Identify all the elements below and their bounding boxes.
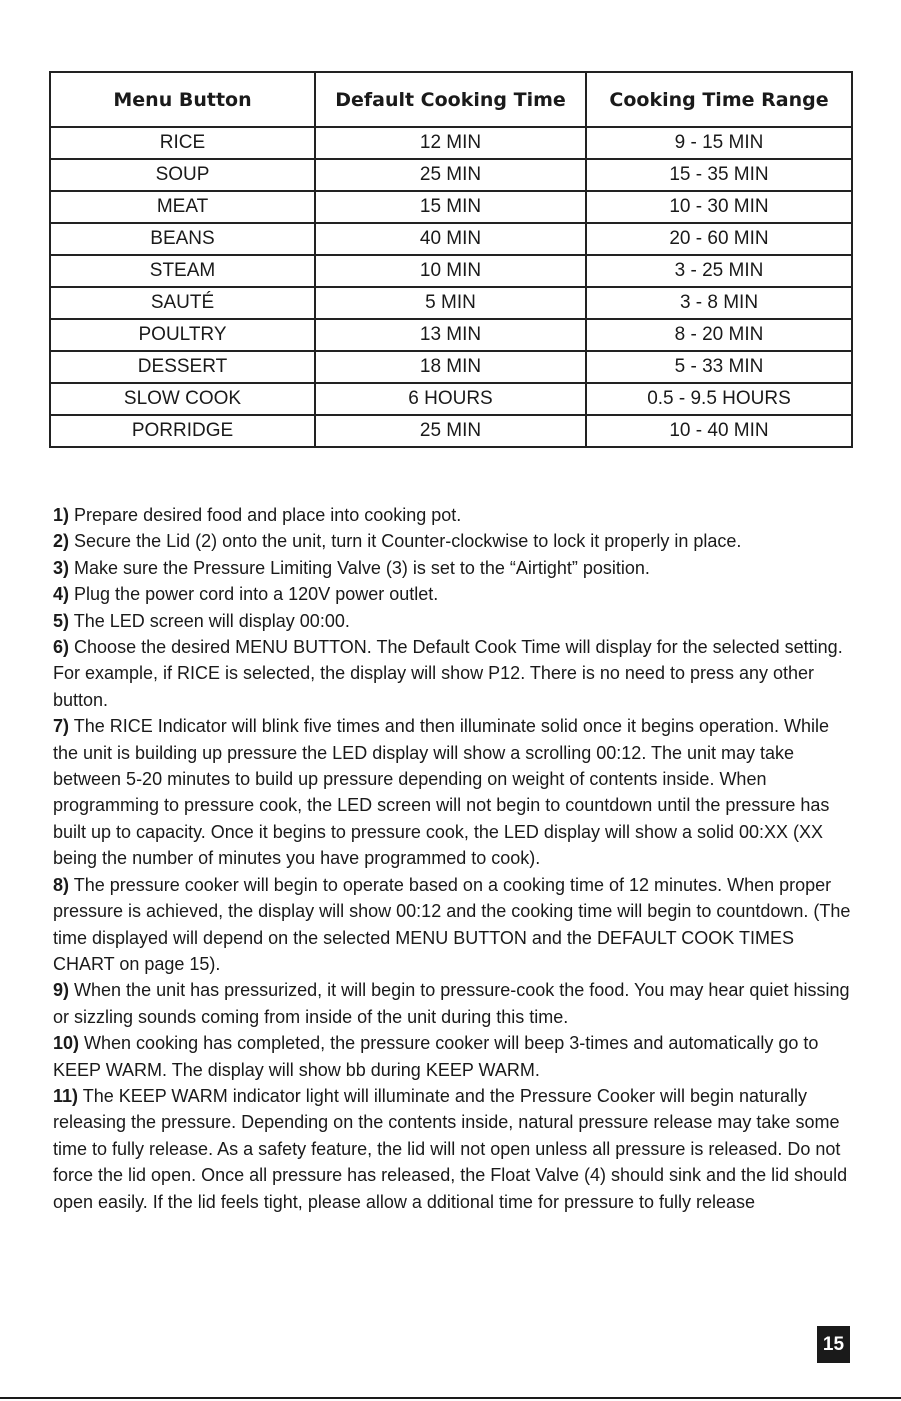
- step-text: The pressure cooker will begin to operate based on a cooking time of 12 minutes. When proper pressure is achieved, the display will show 00:12 and the cooking time will begin to countdown. (The time displayed will depend on the selected MENU BUTTON and the DEFAULT COOK TIMES CHART on page 15).: [53, 874, 851, 974]
- step-1: [53, 502, 859, 528]
- step-text: The RICE Indicator will blink five times and then illuminate solid once it begins operation. While the unit is building up pressure the LED display will show a scrolling 00:12. The unit may take between 5-20 minutes to build up pressure depending on weight of contents inside. When programming to pressure cook, the LED screen will not begin to countdown until the pressure has built up to capacity. Once it begins to pressure cook, the LED display will show a solid 00:XX (XX being the number of minutes you have programmed to cook).: [53, 716, 830, 869]
- bottom-divider: [0, 1397, 901, 1399]
- header-cooking-time-range: Cooking Time Range: [586, 72, 852, 127]
- step-11: [53, 1083, 859, 1215]
- table-row: [50, 223, 852, 255]
- time-range-cell: 15 - 35 MIN: [586, 159, 852, 191]
- step-2: [53, 528, 859, 554]
- table-row: [50, 383, 852, 415]
- step-number: 5): [53, 610, 70, 631]
- step-text: Prepare desired food and place into cooking pot.: [74, 505, 462, 525]
- time-range-cell: 10 - 30 MIN: [586, 191, 852, 223]
- table-row: [50, 255, 852, 287]
- page-number-badge: 15: [817, 1326, 850, 1363]
- default-time-cell: 15 MIN: [315, 191, 586, 223]
- step-number: 4): [53, 584, 70, 605]
- step-number: 2): [53, 531, 70, 552]
- step-text: The LED screen will display 00:00.: [73, 610, 350, 631]
- menu-button-cell: POULTRY: [50, 319, 315, 351]
- menu-button-cell: BEANS: [50, 223, 315, 255]
- menu-button-cell: MEAT: [50, 191, 315, 223]
- default-time-cell: 25 MIN: [315, 415, 586, 447]
- step-text: Secure the Lid (2) onto the unit, turn it Counter-clockwise to lock it properly in place.: [74, 531, 742, 552]
- step-number: 7): [53, 716, 70, 737]
- table-row: [50, 319, 852, 351]
- header-menu-button: Menu Button: [50, 72, 315, 127]
- default-cook-times-table: [49, 71, 853, 448]
- menu-button-cell: DESSERT: [50, 351, 315, 383]
- default-time-cell: 25 MIN: [315, 159, 586, 191]
- step-text: When the unit has pressurized, it will begin to pressure-cook the food. You may hear quiet hissing or sizzling sounds coming from inside of the unit during this time.: [53, 980, 850, 1027]
- header-default-cooking-time: Default Cooking Time: [315, 72, 586, 127]
- menu-button-cell: SOUP: [50, 159, 315, 191]
- time-range-cell: 0.5 - 9.5 HOURS: [586, 383, 852, 415]
- step-text: The KEEP WARM indicator light will illuminate and the Pressure Cooker will begin naturally releasing the pressure. Depending on the contents inside, natural pressure release may take some time to fully release. As a safety feature, the lid will not open unless all pressure is released. Do not force the lid open. Once all pressure has released, the Float Valve (4) should sink and the lid should open easily. If the lid feels tight, please allow a dditional time for pressure to fully release: [53, 1085, 848, 1212]
- table-header-row: [50, 72, 852, 127]
- table-row: [50, 127, 852, 159]
- step-number: 11): [53, 1085, 79, 1106]
- step-5: [53, 608, 859, 634]
- menu-button-cell: STEAM: [50, 255, 315, 287]
- step-9: [53, 977, 859, 1030]
- default-time-cell: 18 MIN: [315, 351, 586, 383]
- table-row: [50, 351, 852, 383]
- table-row: [50, 159, 852, 191]
- time-range-cell: 10 - 40 MIN: [586, 415, 852, 447]
- time-range-cell: 9 - 15 MIN: [586, 127, 852, 159]
- default-time-cell: 5 MIN: [315, 287, 586, 319]
- table-row: [50, 415, 852, 447]
- menu-button-cell: SAUTÉ: [50, 287, 315, 319]
- step-8: [53, 872, 859, 978]
- time-range-cell: 8 - 20 MIN: [586, 319, 852, 351]
- default-time-cell: 12 MIN: [315, 127, 586, 159]
- step-number: 1): [53, 505, 70, 525]
- default-time-cell: 13 MIN: [315, 319, 586, 351]
- time-range-cell: 5 - 33 MIN: [586, 351, 852, 383]
- operating-instructions: [53, 502, 859, 1215]
- menu-button-cell: SLOW COOK: [50, 383, 315, 415]
- menu-button-cell: RICE: [50, 127, 315, 159]
- default-time-cell: 6 HOURS: [315, 383, 586, 415]
- step-3: [53, 555, 859, 581]
- menu-button-cell: PORRIDGE: [50, 415, 315, 447]
- step-text: Plug the power cord into a 120V power outlet.: [74, 584, 439, 605]
- step-number: 6): [53, 637, 70, 658]
- default-time-cell: 10 MIN: [315, 255, 586, 287]
- table-row: [50, 191, 852, 223]
- step-7: [53, 713, 859, 871]
- time-range-cell: 20 - 60 MIN: [586, 223, 852, 255]
- time-range-cell: 3 - 8 MIN: [586, 287, 852, 319]
- step-number: 9): [53, 980, 70, 1001]
- step-6: [53, 634, 859, 713]
- step-4: [53, 581, 859, 607]
- step-text: When cooking has completed, the pressure cooker will beep 3-times and automatically go to KEEP WARM. The display will show bb during KEEP WARM.: [53, 1033, 819, 1080]
- step-10: [53, 1030, 859, 1083]
- default-time-cell: 40 MIN: [315, 223, 586, 255]
- step-number: 10): [53, 1033, 80, 1054]
- step-text: Make sure the Pressure Limiting Valve (3) is set to the “Airtight” position.: [74, 557, 650, 578]
- step-number: 8): [53, 874, 70, 895]
- step-text: Choose the desired MENU BUTTON. The Default Cook Time will display for the selected setting. For example, if RICE is selected, the display will show P12. There is no need to press any other button.: [53, 637, 843, 710]
- time-range-cell: 3 - 25 MIN: [586, 255, 852, 287]
- step-number: 3): [53, 557, 70, 578]
- table-row: [50, 287, 852, 319]
